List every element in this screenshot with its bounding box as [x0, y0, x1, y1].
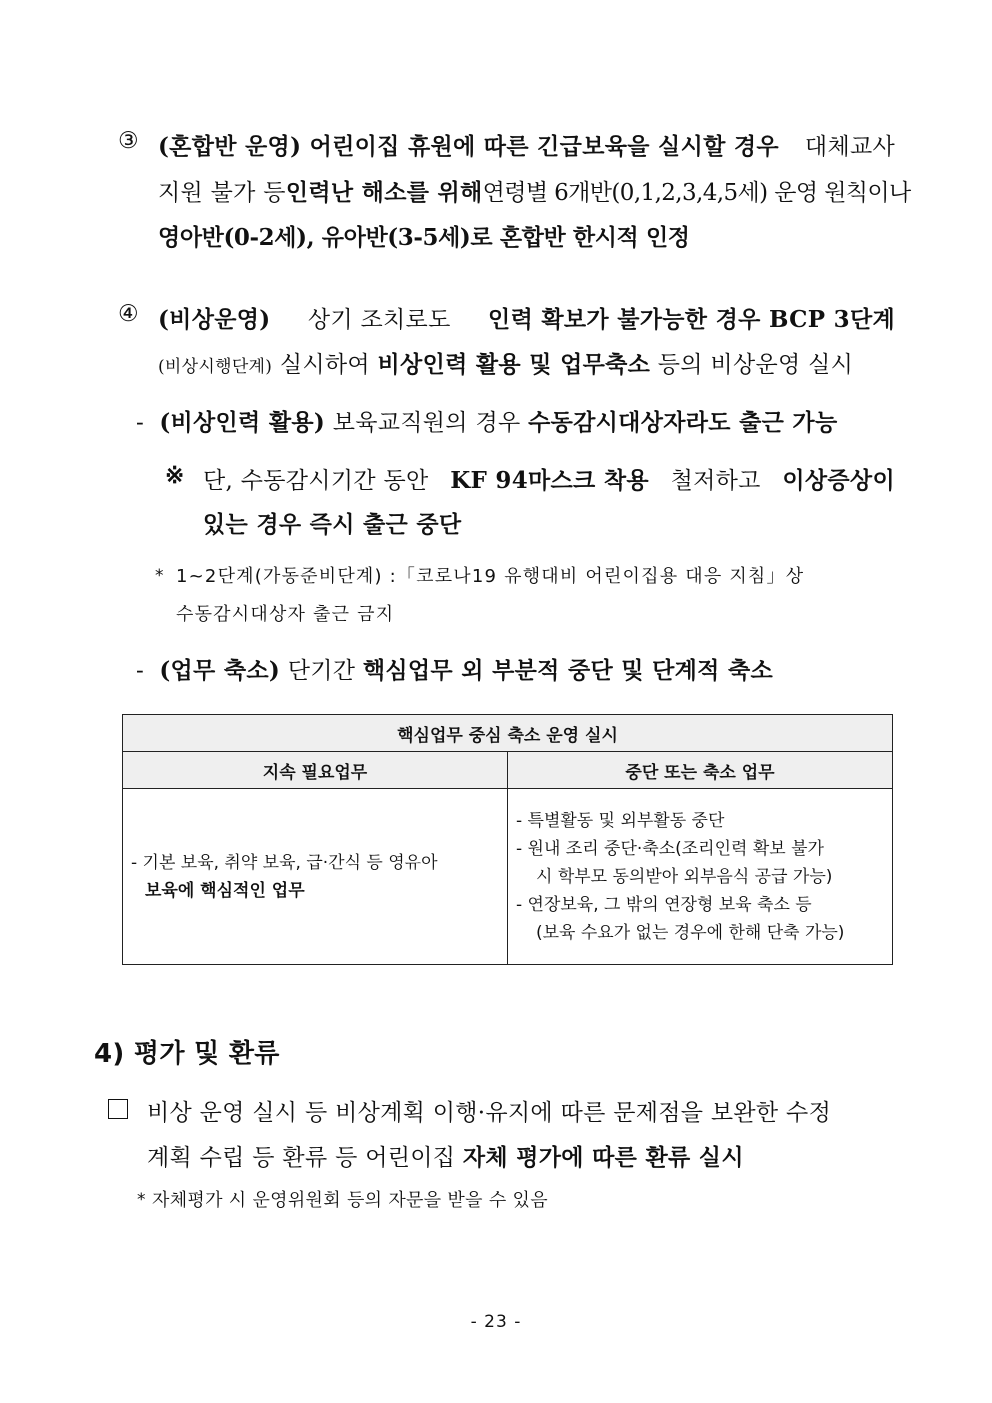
table-cell-continue: - 기본 보육, 취약 보육, 급·간식 등 영유아 보육에 핵심적인 업무 — [123, 789, 508, 965]
foot1-line2: 수동감시대상자 출근 금지 — [176, 604, 395, 625]
section4-line1: 비상 운영 실시 등 비상계획 이행·유지에 따른 문제점을 보완한 수정 — [147, 1100, 832, 1126]
section-heading: 4) 평가 및 환류 — [94, 1039, 280, 1069]
item4-line2: (비상시행단계) 실시하여 비상인력 활용 및 업무축소 등의 비상운영 실시 — [158, 351, 854, 378]
core-tasks-table — [122, 714, 893, 965]
reference-mark: ※ — [165, 462, 185, 489]
note-line1: 단, 수동감시기간 동안 KF 94마스크 착용 철저하고 이상증상이 — [203, 467, 895, 494]
foot1-star: * — [155, 566, 164, 586]
item3-line2: 지원 불가 등 인력난 해소를 위해 연령별 6개반(0,1,2,3,4,5세) 운영 원칙이나 — [158, 179, 911, 206]
circled-number-4: ④ — [118, 301, 139, 327]
section4-note-star: * — [137, 1190, 146, 1210]
item3-line1 — [118, 128, 139, 154]
table-col-continue: 지속 필요업무 — [123, 752, 508, 789]
section4-line2: 계획 수립 등 환류 등 어린이집 자체 평가에 따른 환류 실시 — [147, 1144, 744, 1171]
checkbox-square-icon — [108, 1097, 128, 1123]
section4-note: 자체평가 시 운영위원회 등의 자문을 받을 수 있음 — [152, 1190, 548, 1211]
table-cell-reduce: - 특별활동 및 외부활동 중단 - 원내 조리 중단·축소(조리인력 확보 불가 시 학부모 동의받아 외부음식 공급 가능) - 연장보육, 그 밖의 연장형 보육 축소 등 (보육 수요가 없는 경우에 한해 단축 가능) — [508, 789, 893, 965]
circled-number-3: ③ — [118, 128, 139, 154]
sub1-line: - (비상인력 활용) 보육교직원의 경우 수동감시대상자라도 출근 가능 — [136, 409, 838, 436]
page-number: - 23 - — [470, 1312, 522, 1332]
item3-line1-text: (혼합반 운영) 어린이집 휴원에 따른 긴급보육을 실시할 경우 대체교사 — [158, 133, 895, 160]
table-col-reduce: 중단 또는 축소 업무 — [508, 752, 893, 789]
table-row — [123, 789, 893, 965]
table-title: 핵심업무 중심 축소 운영 실시 — [123, 715, 893, 752]
item3-line3: 영아반(0-2세), 유아반(3-5세)로 혼합반 한시적 인정 — [158, 224, 690, 251]
foot1-line1: 1~2단계(가동준비단계) :「코로나19 유행대비 어린이집용 대응 지침」상 — [176, 566, 805, 587]
sub2-line: - (업무 축소) 단기간 핵심업무 외 부분적 중단 및 단계적 축소 — [136, 657, 774, 684]
note-line2: 있는 경우 즉시 출근 중단 — [203, 511, 462, 538]
item4-line1: (비상운영) 상기 조치로도 인력 확보가 불가능한 경우 BCP 3단계 — [158, 306, 895, 333]
